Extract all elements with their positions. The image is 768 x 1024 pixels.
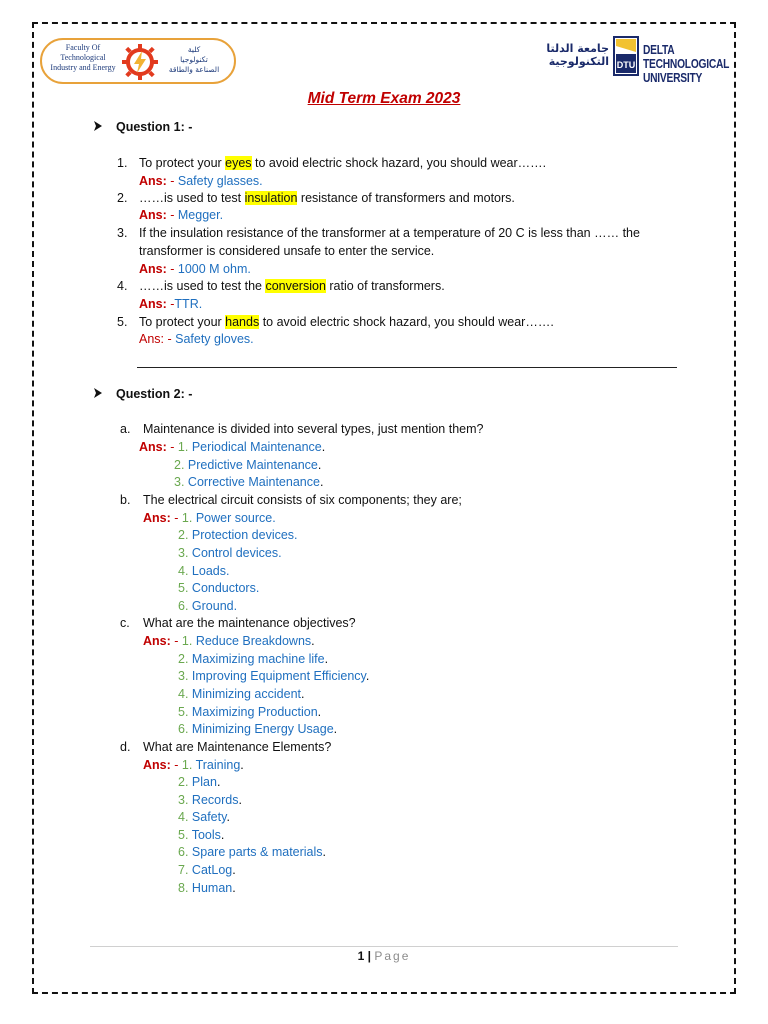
gear-lightning-icon	[120, 42, 160, 82]
question-1-heading: Question 1: -	[116, 120, 193, 134]
faculty-name-line: كلية	[187, 45, 201, 54]
q2-answer-line: 5. Conductors.	[178, 581, 260, 595]
q1-item-number: 1.	[117, 156, 128, 170]
q2-part-letter: d.	[120, 740, 131, 754]
q1-item-text: If the insulation resistance of the transformer at a temperature of 20 C is less than …… the	[139, 226, 640, 240]
q1-item-text: To protect your eyes to avoid electric shock hazard, you should wear…….	[139, 156, 547, 170]
q1-answer: Ans: - 1000 M ohm.	[139, 262, 251, 276]
q2-answer-line: Ans: - 1. Training.	[143, 758, 244, 772]
q1-item-number: 2.	[117, 191, 128, 205]
q2-answer-line: 3. Records.	[178, 793, 242, 807]
q2-part-letter: a.	[120, 422, 131, 436]
q2-answer-line: 4. Loads.	[178, 564, 230, 578]
page-number: 1	[357, 949, 365, 963]
q2-answer-line: 2. Protection devices.	[178, 528, 298, 542]
q1-answer: Ans: - Safety glasses.	[139, 174, 263, 188]
page-footer	[0, 949, 768, 963]
university-name-line: جامعة الدلتا	[546, 42, 609, 55]
q2-answer-line: 5. Maximizing Production.	[178, 705, 322, 719]
q2-part-question: What are the maintenance objectives?	[143, 616, 356, 630]
q2-answer-line: 2. Maximizing machine life.	[178, 652, 329, 666]
q2-answer-line: 4. Safety.	[178, 810, 230, 824]
q1-item-number: 4.	[117, 279, 128, 293]
q2-part-question: Maintenance is divided into several types, just mention them?	[143, 422, 484, 436]
q2-answer-line: Ans: - 1. Reduce Breakdowns.	[143, 634, 315, 648]
faculty-name-line: Industry and Energy	[50, 63, 116, 72]
q2-answer-line: 3. Corrective Maintenance.	[174, 475, 324, 489]
university-name-ar	[545, 42, 609, 68]
q2-answer-line: 6. Ground.	[178, 599, 238, 613]
faculty-name-line: الصناعة والطاقة	[168, 65, 220, 74]
q2-answer-line: 5. Tools.	[178, 828, 225, 842]
q1-answer: Ans: - Megger.	[139, 208, 224, 222]
highlight: hands	[225, 315, 260, 329]
highlight: insulation	[244, 191, 298, 205]
page-label: Page	[374, 949, 411, 963]
question-2-heading: Question 2: -	[116, 387, 193, 401]
q2-answer-line: 3. Improving Equipment Efficiency.	[178, 669, 370, 683]
faculty-name-line: تكنولوجيا	[180, 55, 208, 64]
q2-answer-line: 6. Spare parts & materials.	[178, 845, 327, 859]
faculty-name-en	[48, 43, 118, 73]
q2-part-letter: c.	[120, 616, 130, 630]
q2-part-question: The electrical circuit consists of six components; they are;	[143, 493, 462, 507]
q1-answer: Ans: -TTR.	[139, 297, 203, 311]
faculty-name-ar	[164, 45, 224, 75]
q1-answer: Ans: - Safety gloves.	[139, 332, 254, 346]
footer-divider	[90, 946, 678, 947]
q2-answer-line: 7. CatLog.	[178, 863, 236, 877]
university-name-en	[643, 43, 746, 85]
q2-answer-line: 3. Control devices.	[178, 546, 282, 560]
arrow-bullet-icon	[93, 387, 103, 402]
q2-answer-line: Ans: - 1. Periodical Maintenance.	[139, 440, 326, 454]
arrow-bullet-icon	[93, 120, 103, 135]
q1-item-text: ……is used to test the conversion ratio of transformers.	[139, 279, 445, 293]
section-divider	[137, 367, 677, 368]
highlight: conversion	[265, 279, 326, 293]
q1-item-text: transformer is considered unsafe to enter the service.	[139, 244, 435, 258]
exam-title: Mid Term Exam 2023	[307, 90, 461, 107]
university-name-line: UNIVERSITY	[643, 71, 703, 85]
q2-answer-line: 2. Plan.	[178, 775, 221, 789]
university-name-line: DELTA TECHNOLOGICAL	[643, 43, 730, 71]
dtu-emblem-icon	[613, 36, 639, 76]
q2-answer-line: Ans: - 1. Power source.	[143, 511, 276, 525]
q2-answer-line: 6. Minimizing Energy Usage.	[178, 722, 338, 736]
university-name-line: التكنولوجية	[548, 55, 609, 68]
dtu-letters: DTU	[616, 60, 636, 70]
q2-part-letter: b.	[120, 493, 131, 507]
q2-part-question: What are Maintenance Elements?	[143, 740, 332, 754]
faculty-name-line: Technological	[60, 53, 106, 62]
highlight: eyes	[225, 156, 252, 170]
q1-item-number: 3.	[117, 226, 128, 240]
q1-item-text: ……is used to test insulation resistance of transformers and motors.	[139, 191, 515, 205]
q1-item-number: 5.	[117, 315, 128, 329]
faculty-logo	[40, 38, 236, 84]
q1-item-text: To protect your hands to avoid electric shock hazard, you should wear…….	[139, 315, 554, 329]
faculty-name-line: Faculty Of	[65, 43, 101, 52]
page-separator: |	[364, 949, 375, 963]
q2-answer-line: 8. Human.	[178, 881, 236, 895]
q2-answer-line: 2. Predictive Maintenance.	[174, 458, 322, 472]
q2-answer-line: 4. Minimizing accident.	[178, 687, 305, 701]
